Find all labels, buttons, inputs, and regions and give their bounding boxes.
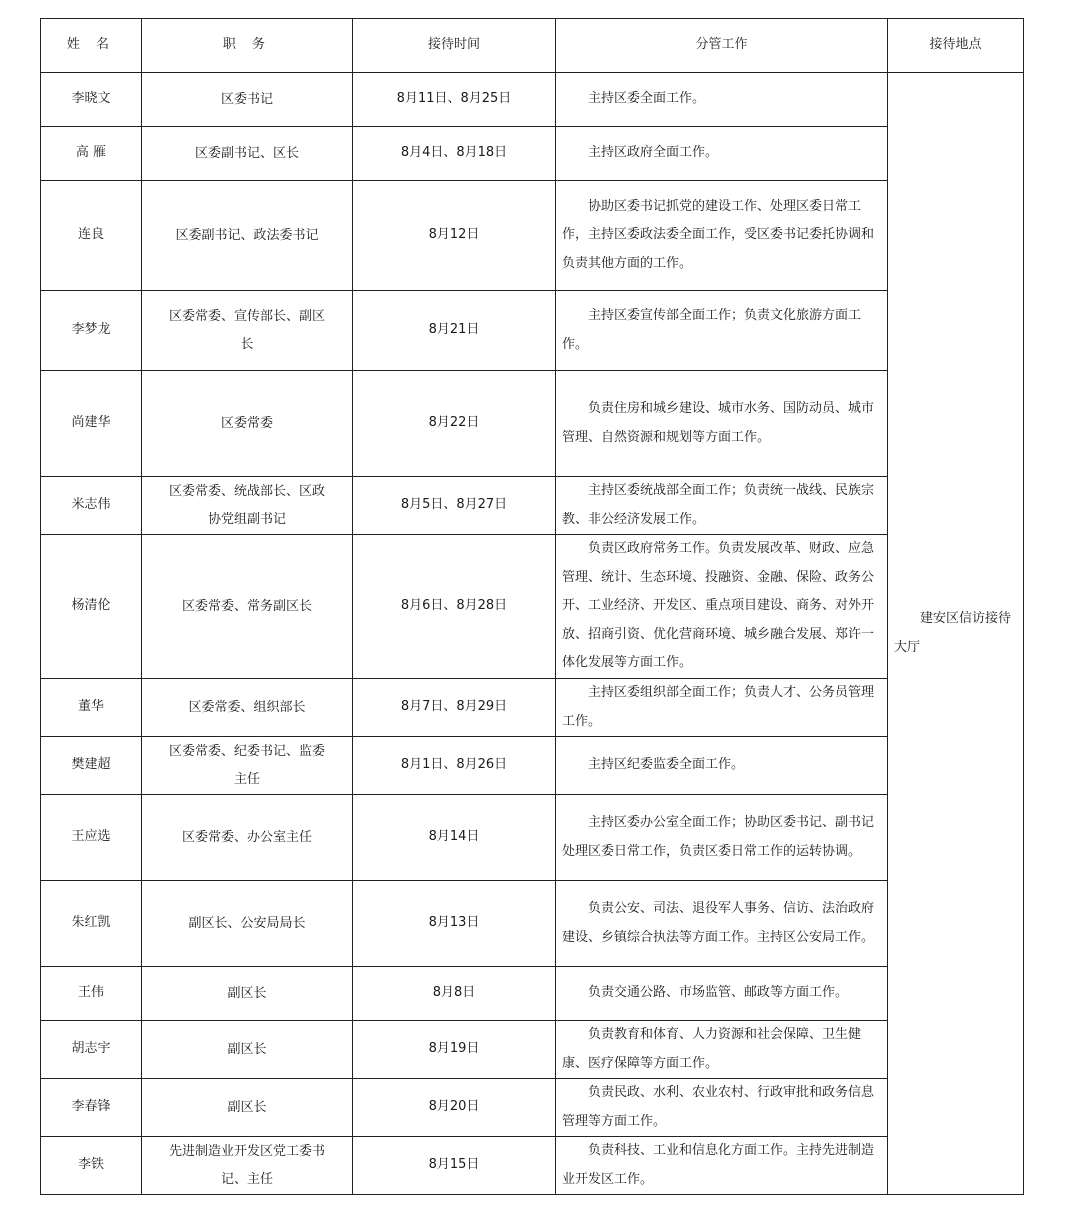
official-name: 尚建华 [41, 371, 142, 477]
official-role: 副区长 [142, 1021, 353, 1079]
duty-description: 主持区纪委监委全面工作。 [556, 737, 888, 795]
duty-description: 负责区政府常务工作。负责发展改革、财政、应急管理、统计、生态环境、投融资、金融、保险、政务公开、工业经济、开发区、重点项目建设、商务、对外开放、招商引资、优化营商环境、城乡融合发展、郑许一体化发展等方面工作。 [556, 535, 888, 679]
reception-time: 8月11日、8月25日 [353, 73, 556, 127]
official-role: 区委常委、纪委书记、监委主任 [142, 737, 353, 795]
official-role: 区委常委、办公室主任 [142, 795, 353, 881]
official-name: 杨清伦 [41, 535, 142, 679]
duty-description: 主持区委宣传部全面工作；负责文化旅游方面工作。 [556, 291, 888, 371]
table-row [41, 795, 1024, 881]
duty-description: 负责公安、司法、退役军人事务、信访、法治政府建设、乡镇综合执法等方面工作。主持区公安局工作。 [556, 881, 888, 967]
reception-time: 8月19日 [353, 1021, 556, 1079]
table-row [41, 967, 1024, 1021]
duty-description: 主持区政府全面工作。 [556, 127, 888, 181]
official-role: 先进制造业开发区党工委书记、主任 [142, 1137, 353, 1195]
reception-time: 8月15日 [353, 1137, 556, 1195]
official-role: 副区长 [142, 967, 353, 1021]
official-role: 区委常委、统战部长、区政协党组副书记 [142, 477, 353, 535]
official-role: 区委常委、组织部长 [142, 679, 353, 737]
duty-description: 主持区委办公室全面工作；协助区委书记、副书记处理区委日常工作，负责区委日常工作的运转协调。 [556, 795, 888, 881]
reception-time: 8月6日、8月28日 [353, 535, 556, 679]
reception-table [40, 18, 1024, 1195]
table-row [41, 737, 1024, 795]
reception-time: 8月14日 [353, 795, 556, 881]
official-role: 区委常委、常务副区长 [142, 535, 353, 679]
duty-description: 负责科技、工业和信息化方面工作。主持先进制造业开发区工作。 [556, 1137, 888, 1195]
reception-time: 8月5日、8月27日 [353, 477, 556, 535]
header-duty: 分管工作 [556, 19, 888, 73]
official-name: 董华 [41, 679, 142, 737]
reception-time: 8月20日 [353, 1079, 556, 1137]
table-row [41, 679, 1024, 737]
table-row [41, 477, 1024, 535]
reception-time: 8月22日 [353, 371, 556, 477]
table-row [41, 1079, 1024, 1137]
header-name: 姓 名 [41, 19, 142, 73]
table-row [41, 181, 1024, 291]
duty-description: 负责教育和体育、人力资源和社会保障、卫生健康、医疗保障等方面工作。 [556, 1021, 888, 1079]
header-time: 接待时间 [353, 19, 556, 73]
header-place: 接待地点 [888, 19, 1024, 73]
official-name: 朱红凯 [41, 881, 142, 967]
official-name: 高 雁 [41, 127, 142, 181]
official-name: 李梦龙 [41, 291, 142, 371]
duty-description: 负责交通公路、市场监管、邮政等方面工作。 [556, 967, 888, 1021]
official-role: 区委副书记、政法委书记 [142, 181, 353, 291]
official-role: 区委常委、宣传部长、副区长 [142, 291, 353, 371]
official-name: 李春锋 [41, 1079, 142, 1137]
table-row [41, 1137, 1024, 1195]
reception-time: 8月21日 [353, 291, 556, 371]
reception-time: 8月8日 [353, 967, 556, 1021]
duty-description: 协助区委书记抓党的建设工作、处理区委日常工作，主持区委政法委全面工作，受区委书记委托协调和负责其他方面的工作。 [556, 181, 888, 291]
reception-time: 8月12日 [353, 181, 556, 291]
official-role: 副区长 [142, 1079, 353, 1137]
duty-description: 主持区委统战部全面工作；负责统一战线、民族宗教、非公经济发展工作。 [556, 477, 888, 535]
duty-description: 主持区委组织部全面工作；负责人才、公务员管理工作。 [556, 679, 888, 737]
table-row [41, 535, 1024, 679]
table-row [41, 881, 1024, 967]
header-row [41, 19, 1024, 73]
duty-description: 负责住房和城乡建设、城市水务、国防动员、城市管理、自然资源和规划等方面工作。 [556, 371, 888, 477]
official-name: 樊建超 [41, 737, 142, 795]
table-row [41, 291, 1024, 371]
reception-place: 建安区信访接待大厅 [888, 73, 1024, 1195]
official-role: 区委书记 [142, 73, 353, 127]
reception-schedule [40, 18, 1024, 1195]
table-row [41, 127, 1024, 181]
official-name: 胡志宇 [41, 1021, 142, 1079]
table-row [41, 371, 1024, 477]
reception-time: 8月13日 [353, 881, 556, 967]
official-name: 王伟 [41, 967, 142, 1021]
duty-description: 负责民政、水利、农业农村、行政审批和政务信息管理等方面工作。 [556, 1079, 888, 1137]
reception-time: 8月4日、8月18日 [353, 127, 556, 181]
official-name: 米志伟 [41, 477, 142, 535]
official-name: 李铁 [41, 1137, 142, 1195]
official-role: 区委副书记、区长 [142, 127, 353, 181]
official-role: 副区长、公安局局长 [142, 881, 353, 967]
official-name: 李晓文 [41, 73, 142, 127]
official-name: 连良 [41, 181, 142, 291]
reception-time: 8月7日、8月29日 [353, 679, 556, 737]
table-row [41, 73, 1024, 127]
reception-time: 8月1日、8月26日 [353, 737, 556, 795]
duty-description: 主持区委全面工作。 [556, 73, 888, 127]
header-role: 职 务 [142, 19, 353, 73]
official-name: 王应选 [41, 795, 142, 881]
table-row [41, 1021, 1024, 1079]
official-role: 区委常委 [142, 371, 353, 477]
